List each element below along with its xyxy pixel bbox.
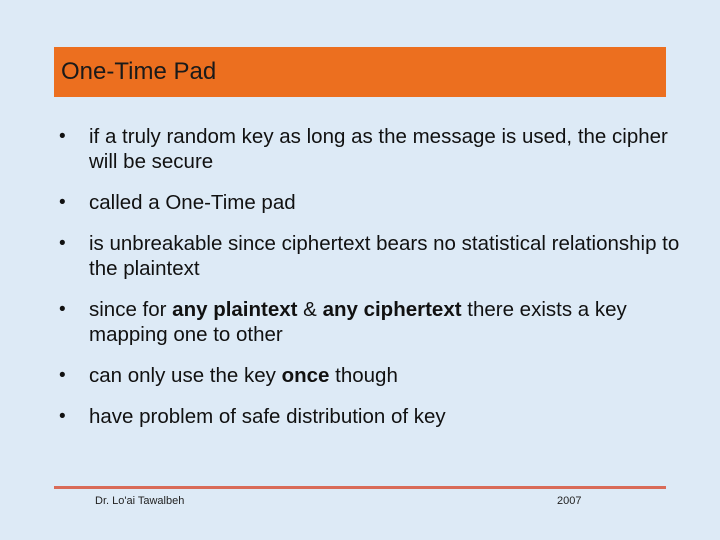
bullet-item bbox=[58, 297, 698, 347]
bullet-item bbox=[58, 363, 698, 388]
bullet-segment: called a One-Time pad bbox=[89, 191, 296, 214]
bullet-item bbox=[58, 190, 698, 215]
bullet-emphasis: once bbox=[281, 364, 330, 387]
bullet-text bbox=[89, 363, 698, 388]
bullet-segment: is unbreakable since ciphertext bears no statistical relationship to the plaintext bbox=[89, 232, 680, 280]
footer-year: 2007 bbox=[557, 495, 582, 507]
bullet-segment: if a truly random key as long as the message is used, the cipher will be secure bbox=[89, 125, 668, 173]
bullet-point-icon: • bbox=[59, 126, 66, 147]
bullet-text bbox=[89, 190, 698, 215]
footer-divider bbox=[54, 486, 666, 489]
bullet-segment: though bbox=[329, 364, 398, 387]
bullet-text bbox=[89, 124, 698, 174]
bullet-text bbox=[89, 404, 698, 429]
bullet-segment: have problem of safe distribution of key bbox=[89, 405, 446, 428]
bullet-point-icon: • bbox=[59, 233, 66, 254]
slide-title: One-Time Pad bbox=[61, 58, 217, 85]
title-bar bbox=[54, 47, 666, 97]
footer-author: Dr. Lo'ai Tawalbeh bbox=[95, 495, 185, 507]
bullet-point-icon: • bbox=[59, 365, 66, 386]
bullet-emphasis: any ciphertext bbox=[322, 298, 462, 321]
bullet-point-icon: • bbox=[59, 299, 66, 320]
bullet-point-icon: • bbox=[59, 406, 66, 427]
bullet-item bbox=[58, 404, 698, 429]
bullet-segment: there exists a key mapping one to other bbox=[89, 298, 627, 346]
bullet-item bbox=[58, 124, 698, 174]
bullet-item bbox=[58, 231, 698, 281]
bullet-text bbox=[89, 297, 698, 347]
bullet-segment: & bbox=[297, 298, 323, 321]
bullet-list bbox=[58, 124, 698, 445]
bullet-point-icon: • bbox=[59, 192, 66, 213]
bullet-segment: since for bbox=[89, 298, 173, 321]
bullet-text bbox=[89, 231, 698, 281]
bullet-segment: can only use the key bbox=[89, 364, 282, 387]
bullet-emphasis: any plaintext bbox=[172, 298, 298, 321]
